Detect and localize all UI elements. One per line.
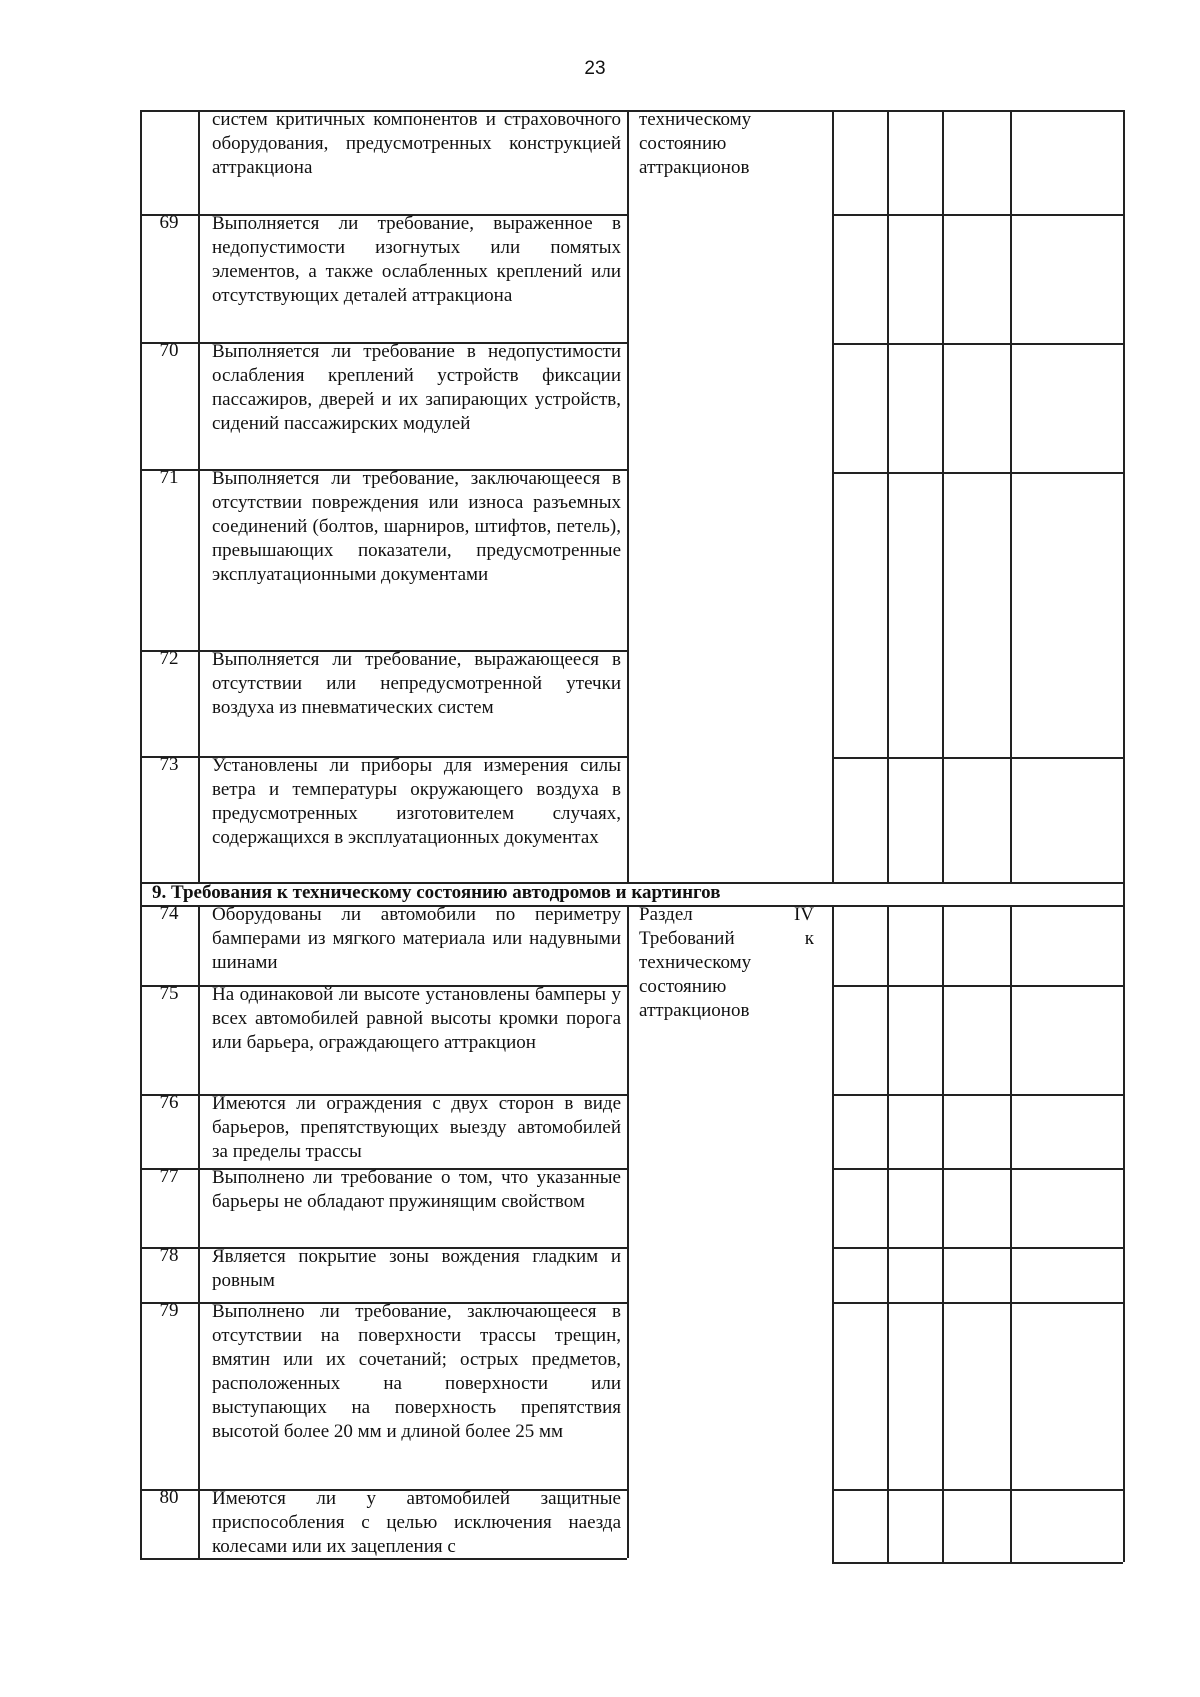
question-text: Выполняется ли требование, выраженное в недопустимости изогнутых или помятых элементов, а также ослабленных креплений или отсутствующих деталей аттракциона bbox=[212, 213, 621, 306]
answer-grid-rule bbox=[942, 110, 944, 882]
page-number: 23 bbox=[584, 58, 606, 79]
row-number: 69 bbox=[159, 212, 179, 233]
row-number: 72 bbox=[159, 648, 179, 669]
answer-grid-rule bbox=[1123, 110, 1125, 882]
table-rule bbox=[627, 110, 629, 882]
answer-grid-rule bbox=[832, 214, 1123, 216]
question-text: Выполнено ли требование, заключающееся в отсутствии на поверхности трассы трещин, вмятин или их сочетаний; острых предметов, расположенных на поверхности или выступающих на поверхность препятствия высотой более 20 мм и длиной более 25 мм bbox=[212, 1301, 621, 1442]
answer-grid-rule bbox=[1010, 110, 1012, 882]
answer-grid-rule bbox=[832, 343, 1123, 345]
answer-grid-rule bbox=[832, 1489, 1123, 1491]
answer-grid-rule bbox=[832, 882, 1123, 884]
question-text: Выполняется ли требование, выражающееся в отсутствии или непредусмотренной утечки воздуха из пневматических систем bbox=[212, 649, 621, 718]
answer-grid-rule bbox=[832, 905, 834, 1562]
answer-grid-rule bbox=[832, 1168, 1123, 1170]
question-text: Выполняется ли требование, заключающееся в отсутствии повреждения или износа разъемных соединений (болтов, шарниров, штифтов, петель), превышающих показатели, предусмотренные эксплуатационными документами bbox=[212, 468, 621, 585]
answer-grid-rule bbox=[1123, 905, 1125, 1562]
row-number: 73 bbox=[159, 754, 179, 775]
row-number: 78 bbox=[159, 1245, 179, 1266]
answer-grid-rule bbox=[832, 110, 834, 882]
answer-grid-rule bbox=[832, 1094, 1123, 1096]
question-text: Выполняется ли требование в недопустимости ослабления креплений устройств фиксации пассажиров, дверей и их запирающих устройств, сидений пассажирских модулей bbox=[212, 341, 621, 434]
row-number: 71 bbox=[159, 467, 179, 488]
answer-grid-rule bbox=[832, 985, 1123, 987]
reference-cell: техническому состоянию аттракционов bbox=[639, 109, 752, 178]
question-text: систем критичных компонентов и страховочного оборудования, предусмотренных конструкцией аттракциона bbox=[212, 109, 621, 178]
answer-grid-rule bbox=[1010, 905, 1012, 1562]
question-text: На одинаковой ли высоте установлены бамперы у всех автомобилей равной высоты кромки порога или барьера, ограждающего аттракцион bbox=[212, 984, 621, 1053]
answer-grid-rule bbox=[832, 1562, 1123, 1564]
answer-grid-rule bbox=[832, 905, 1123, 907]
question-text: Установлены ли приборы для измерения силы ветра и температуры окружающего воздуха в предусмотренных изготовителем случаях, содержащихся в эксплуатационных документах bbox=[212, 755, 621, 848]
answer-grid-rule bbox=[887, 110, 889, 882]
row-number: 80 bbox=[159, 1487, 179, 1508]
answer-grid-rule bbox=[832, 1247, 1123, 1249]
table-rule bbox=[1123, 882, 1125, 905]
row-number: 74 bbox=[159, 903, 179, 924]
row-number: 75 bbox=[159, 983, 179, 1004]
question-text: Оборудованы ли автомобили по периметру бамперами из мягкого материала или надувными шинами bbox=[212, 904, 621, 973]
answer-grid-rule bbox=[887, 905, 889, 1562]
question-text: Выполнено ли требование о том, что указанные барьеры не обладают пружинящим свойством bbox=[212, 1167, 621, 1212]
row-number bbox=[140, 108, 198, 212]
row-number: 76 bbox=[159, 1092, 179, 1113]
answer-grid-rule bbox=[942, 905, 944, 1562]
row-number: 79 bbox=[159, 1300, 179, 1321]
answer-grid-rule bbox=[832, 1302, 1123, 1304]
question-text: Имеются ли ограждения с двух сторон в виде барьеров, препятствующих выезду автомобилей за пределы трассы bbox=[212, 1093, 621, 1162]
table-rule bbox=[140, 1558, 627, 1560]
row-number: 77 bbox=[159, 1166, 179, 1187]
row-number: 70 bbox=[159, 340, 179, 361]
answer-grid-rule bbox=[832, 110, 1123, 112]
question-text: Является покрытие зоны вождения гладким и ровным bbox=[212, 1246, 621, 1291]
reference-cell: Раздел IV Требований к техническому состоянию аттракционов bbox=[639, 904, 814, 1021]
answer-grid-rule bbox=[832, 472, 1123, 474]
question-text: Имеются ли у автомобилей защитные приспособления с целью исключения наезда колесами или их зацепления с bbox=[212, 1488, 621, 1556]
section-heading: 9. Требования к техническому состоянию автодромов и картингов bbox=[152, 882, 721, 903]
answer-grid-rule bbox=[832, 757, 1123, 759]
